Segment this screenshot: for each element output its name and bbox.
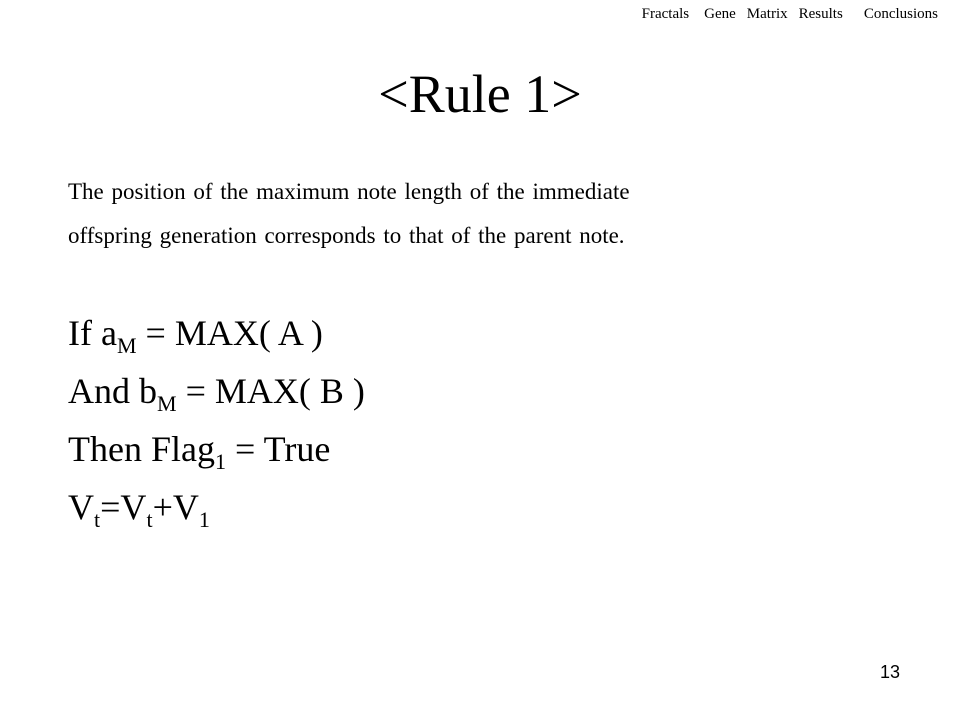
rule-line-if-prefix: If a: [68, 313, 117, 353]
nav-item-matrix[interactable]: Matrix: [746, 6, 788, 22]
equation-part-3: +V: [152, 487, 199, 527]
rule-line-then-subscript: 1: [214, 449, 226, 474]
rule-line-if-suffix: = MAX( A ): [136, 313, 323, 353]
equation-subscript-3: 1: [198, 507, 210, 532]
nav-item-gene[interactable]: Gene: [704, 6, 736, 22]
rule-line-and: [68, 362, 365, 420]
rule-conditions: [68, 304, 365, 536]
rule-line-then-prefix: Then Flag: [68, 429, 215, 469]
slide-title: <Rule 1>: [378, 64, 582, 124]
description-line-1: The position of the maximum note length of the immediate: [68, 179, 630, 204]
equation-part-2: =V: [100, 487, 147, 527]
rule-line-equation: [68, 478, 365, 536]
equation-subscript-2: t: [146, 507, 153, 532]
rule-line-if: [68, 304, 365, 362]
equation-part-1: V: [68, 487, 94, 527]
rule-line-and-prefix: And b: [68, 371, 157, 411]
rule-description: [68, 170, 908, 258]
top-navigation: [642, 6, 938, 23]
equation-subscript-1: t: [94, 507, 101, 532]
rule-line-if-subscript: M: [116, 333, 137, 358]
nav-item-results[interactable]: Results: [798, 6, 843, 22]
rule-line-and-suffix: = MAX( B ): [176, 371, 365, 411]
rule-line-then-suffix: = True: [225, 429, 331, 469]
nav-item-conclusions[interactable]: Conclusions: [863, 6, 938, 22]
description-line-2: offspring generation corresponds to that of the parent note.: [68, 223, 625, 248]
rule-line-and-subscript: M: [157, 391, 177, 416]
nav-item-fractals[interactable]: Fractals: [641, 6, 690, 22]
page-number: 13: [879, 662, 900, 682]
rule-line-then: [68, 420, 365, 478]
